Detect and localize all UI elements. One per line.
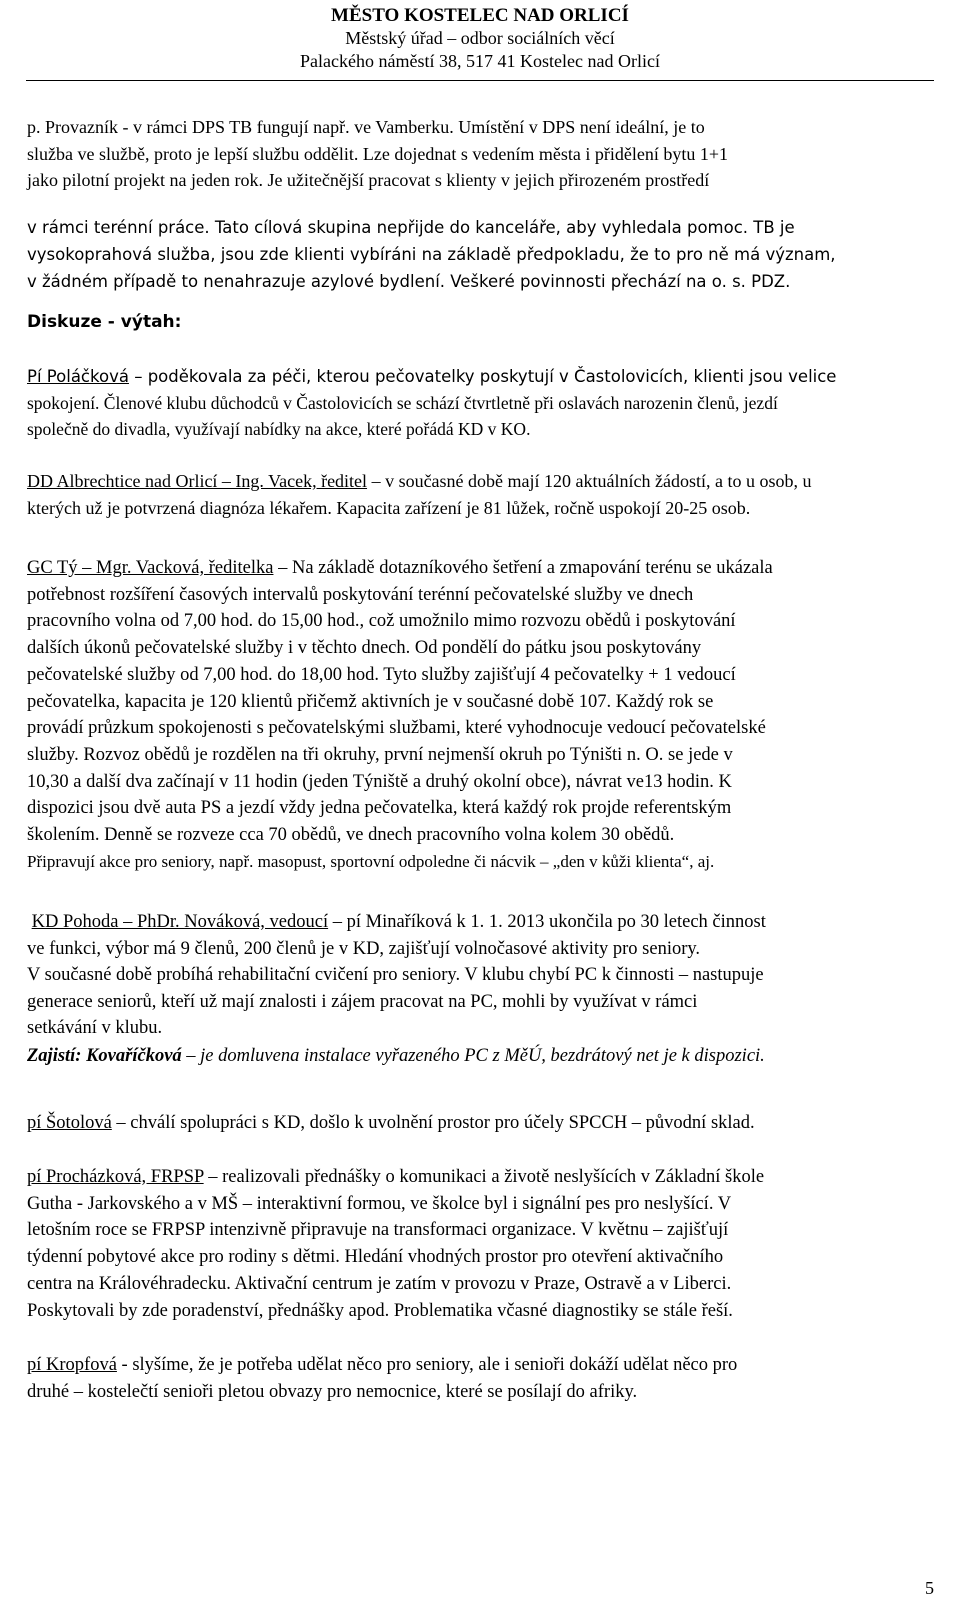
text-span: – poděkovala za péči, kterou pečovatelky poskytují v Častolovicích, klienti jsou velice — [128, 367, 837, 386]
paragraph-provaznik — [27, 114, 935, 194]
text-line: v žádném případě to nenahrazuje azylové bydlení. Veškeré povinnosti přechází na o. s. PDZ. — [27, 272, 791, 291]
text-span: - slyšíme, že je potřeba udělat něco pro seniory, ale i senioři dokáží udělat něco pro — [116, 1355, 738, 1375]
text-line: p. Provazník - v rámci DPS TB fungují např. ve Vamberku. Umístění v DPS není ideální, je to — [27, 117, 705, 137]
text-line: Připravují akce pro seniory, např. masopust, sportovní odpoledne či nácvik – „den v kůži klienta“, aj. — [27, 851, 715, 871]
text-line: společně do divadla, využívají nabídky na akce, které pořádá KD v KO. — [27, 419, 531, 439]
text-line: letošním roce se FRPSP intenzivně připravuje na transformaci organizace. V květnu – zajišťují — [27, 1220, 729, 1241]
text-line: setkávání v klubu. — [27, 1018, 163, 1038]
text-line — [27, 909, 935, 936]
text-line: pečovatelské služby od 7,00 hod. do 18,00 hod. Tyto služby zajišťují 4 pečovatelky + 1 vedoucí — [27, 664, 736, 685]
text-line: kterých už je potvrzená diagnóza lékařem. Kapacita zařízení je 81 lůžek, ročně uspokojí 20-25 osob. — [27, 497, 751, 518]
text-line: ve funkci, výbor má 9 členů, 200 členů je v KD, zajišťují volnočasové aktivity pro seniory. — [27, 938, 701, 959]
discussion-heading: Diskuze - výtah: — [27, 312, 182, 332]
town-name: MĚSTO KOSTELEC NAD ORLICÍ — [331, 5, 629, 26]
text-span: – je domluvena instalace vyřazeného PC z MěÚ, bezdrátový net je k dispozici. — [181, 1046, 765, 1066]
page-number: 5 — [925, 1578, 934, 1598]
paragraph-kropfova — [27, 1352, 935, 1405]
text-line: dalších úkonů pečovatelské služby i v těchto dnech. Od pondělí do pátku jsou poskytovány — [27, 638, 702, 659]
text-line: provádí průzkum spokojenosti s pečovatelskými službami, které vyhodnocuje vedoucí pečovatelské — [27, 718, 766, 739]
text-line: druhé – kostelečtí senioři pletou obvazy pro nemocnice, které se posílají do afriky. — [27, 1381, 638, 1402]
text-span: – Na základě dotazníkového šetření a zmapování terénu se ukázala — [273, 558, 773, 578]
paragraph-zajisti — [27, 1043, 935, 1070]
letterhead — [0, 4, 960, 73]
text-line: spokojení. Členové klubu důchodců v Častolovicích se schází čtvrtletně při oslavách narozenin členů, jezdí — [27, 393, 778, 413]
text-line: pečovatelka, kapacita je 120 klientů přičemž aktivních je v současné době 107. Každý rok se — [27, 691, 714, 712]
speaker-name: KD Pohoda – PhDr. Nováková, vedoucí — [31, 912, 329, 932]
paragraph-prochazkova — [27, 1164, 935, 1324]
text-line: V současné době probíhá rehabilitační cvičení pro seniory. V klubu chybí PC k činnosti – nastupuje — [27, 965, 764, 985]
text-line: jako pilotní projekt na jeden rok. Je užitečnější pracovat s klienty v jejich přirozeném prostředí — [27, 170, 710, 190]
header-divider — [26, 80, 934, 81]
text-line — [27, 1043, 935, 1070]
text-line: generace seniorů, kteří už mají znalosti i zájem pracovat na PC, mohli by využívat v rámci — [27, 991, 698, 1012]
text-line: služba ve službě, proto je lepší službu oddělit. Lze dojednat s vedením města i přidělení bytu 1+1 — [27, 143, 728, 164]
text-line: školením. Denně se rozveze cca 70 obědů, ve dnech pracovního volna kolem 30 obědů. — [27, 825, 675, 846]
speaker-name: pí Procházková, FRPSP — [27, 1167, 204, 1187]
text-line: Gutha - Jarkovského a v MŠ – interaktivní formou, ve školce byl i signální pes pro neslyšící. V — [27, 1193, 732, 1214]
office-name: Městský úřad – odbor sociálních věcí — [345, 28, 615, 48]
text-span: – realizovali přednášky o komunikaci a životě neslyšících v Základní škole — [203, 1167, 765, 1187]
paragraph-albrechtice — [27, 468, 935, 521]
paragraph-kd-pohoda — [27, 909, 935, 1042]
text-span: – v současné době mají 120 aktuálních žádostí, a to u osob, u — [367, 471, 812, 491]
paragraph-sotolova — [27, 1110, 935, 1137]
text-line: v rámci terénní práce. Tato cílová skupina nepřijde do kanceláře, aby vyhledala pomoc. TB je — [27, 218, 795, 237]
text-line: Poskytovali by zde poradenství, přednášky apod. Problematika včasné diagnostiky se stále řeší. — [27, 1300, 733, 1321]
speaker-name: GC Tý – Mgr. Vacková, ředitelka — [27, 558, 274, 578]
text-line: 10,30 a další dva začínají v 11 hodin (jeden Týniště a druhý okolní obce), návrat ve13 hodin. K — [27, 771, 732, 792]
text-line: centra na Královéhradecku. Aktivační centrum je zatím v provozu v Praze, Ostravě a v Liberci. — [27, 1273, 732, 1294]
speaker-name: pí Šotolová — [27, 1113, 112, 1133]
paragraph-tb — [27, 214, 935, 295]
text-line: týdenní pobytové akce pro rodiny s dětmi. Hledání vhodných prostor pro otevření aktivačního — [27, 1247, 724, 1268]
text-line — [27, 1164, 935, 1191]
task-label: Zajistí: Kovaříčková — [27, 1046, 182, 1066]
text-line: služby. Rozvoz obědů je rozdělen na tři okruhy, první nejmenší okruh po Týništi n. O. se jede v — [27, 744, 733, 765]
speaker-name: pí Kropfová — [27, 1355, 117, 1375]
office-address: Palackého náměstí 38, 517 41 Kostelec nad Orlicí — [300, 51, 660, 71]
text-line: pracovního volna od 7,00 hod. do 15,00 hod., což umožnilo mimo rozvozu obědů i poskytování — [27, 611, 736, 632]
text-line — [27, 468, 935, 495]
text-span: – pí Minaříková k 1. 1. 2013 ukončila po 30 letech činnost — [328, 912, 766, 932]
text-line — [27, 555, 935, 582]
text-line — [27, 1352, 935, 1379]
speaker-name: Pí Poláčková — [27, 367, 129, 386]
speaker-name: DD Albrechtice nad Orlicí – Ing. Vacek, ředitel — [27, 471, 368, 491]
text-line: dispozici jsou dvě auta PS a jezdí vždy jedna pečovatelka, která každý rok projde referentským — [27, 798, 732, 819]
text-span: – chválí spolupráci s KD, došlo k uvolnění prostor pro účely SPCCH – původní sklad. — [111, 1113, 755, 1133]
text-line — [27, 364, 935, 390]
paragraph-polackova — [27, 364, 935, 442]
text-line: potřebnost rozšíření časových intervalů poskytování terénní pečovatelské služby ve dnech — [27, 584, 694, 605]
paragraph-gc-ty — [27, 555, 935, 875]
text-line: vysokoprahová služba, jsou zde klienti vybíráni na základě předpokladu, že to pro ně má význam, — [27, 245, 836, 264]
text-line — [27, 1110, 935, 1137]
